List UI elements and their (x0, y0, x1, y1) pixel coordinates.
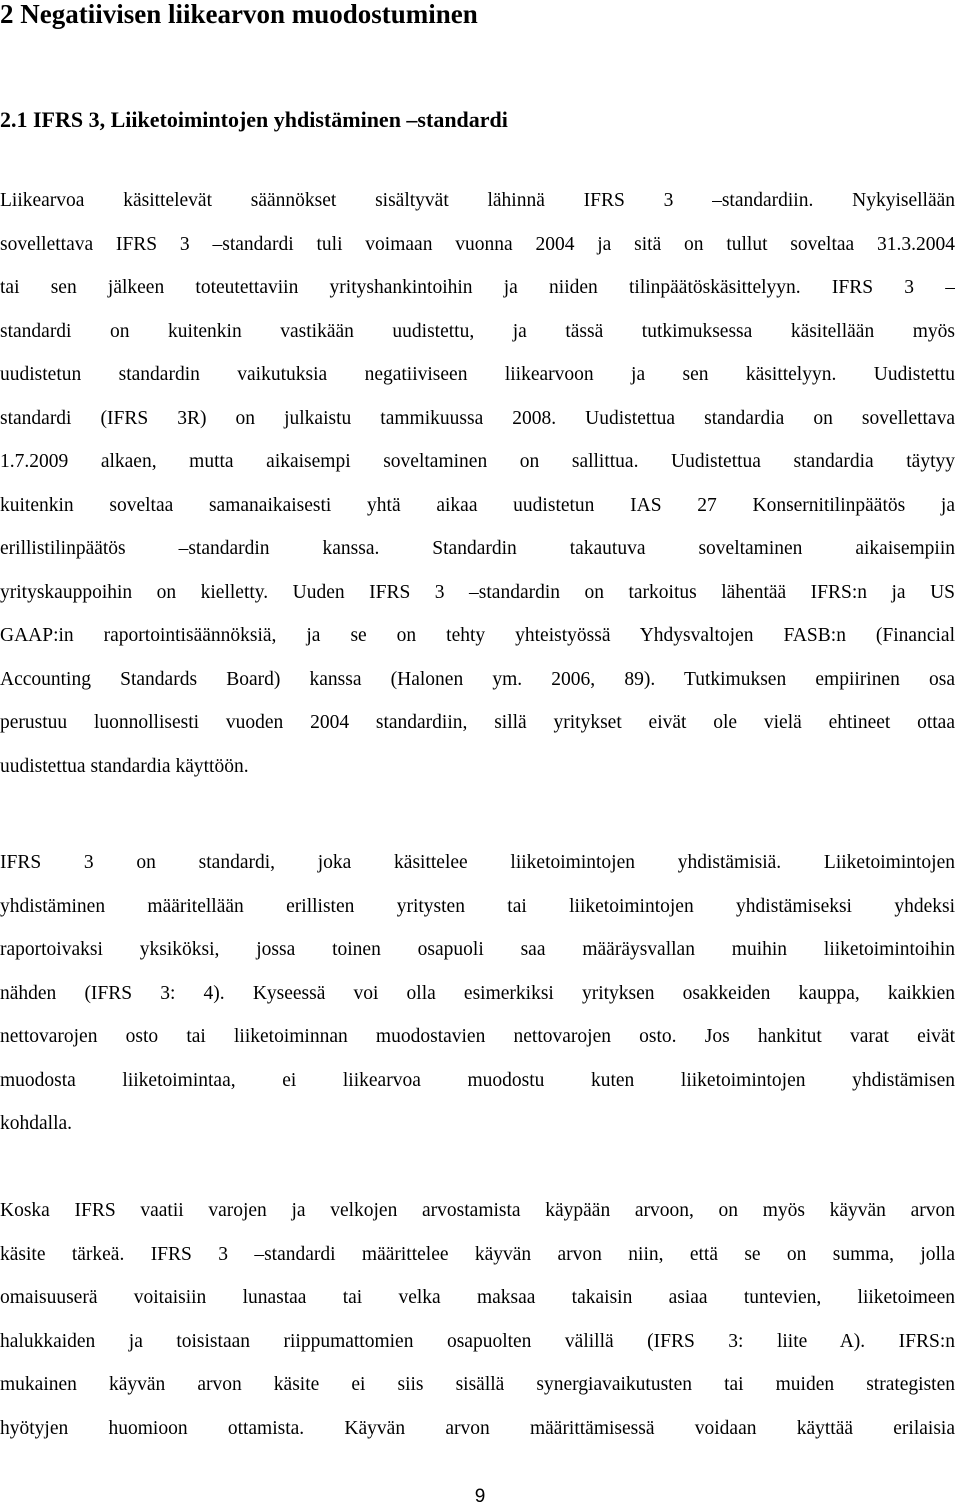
text-line: perustuu luonnollisesti vuoden 2004 standardiin, sillä yritykset eivät ole vielä ehtineet ottaa (0, 712, 955, 733)
text-line: nähden (IFRS 3: 4). Kyseessä voi olla esimerkiksi yrityksen osakkeiden kauppa, kaikkien (0, 982, 955, 1004)
paragraph-3 (0, 1189, 955, 1450)
text-line: nettovarojen osto tai liiketoiminnan muodostavien nettovarojen osto. Jos hankitut varat eivät (0, 1026, 955, 1047)
paragraph-1 (0, 179, 955, 788)
text-line: kuitenkin soveltaa samanaikaisesti yhtä aikaa uudistetun IAS 27 Konsernitilinpäätös ja (0, 494, 955, 516)
text-line: muodosta liiketoimintaa, ei liikearvoa muodostu kuten liiketoimintojen yhdistämisen (0, 1069, 955, 1091)
text-line: omaisuuserä voitaisiin lunastaa tai velka maksaa takaisin asiaa tuntevien, liiketoimeen (0, 1287, 955, 1308)
text-line: Liikearvoa käsittelevät säännökset sisältyvät lähinnä IFRS 3 –standardiin. Nykyisellään (0, 190, 955, 211)
text-line: raportoivaksi yksiköksi, jossa toinen osapuoli saa määräysvallan muihin liiketoimintoihin (0, 939, 955, 960)
paragraph-2 (0, 841, 955, 1146)
text-line: yhdistäminen määritellään erillisten yritysten tai liiketoimintojen yhdistämiseksi yhdeksi (0, 895, 955, 917)
text-line: tai sen jälkeen toteutettaviin yrityshankintoihin ja niiden tilinpäätöskäsittelyyn. IFRS 3 – (0, 277, 955, 298)
text-line: Accounting Standards Board) kanssa (Halonen ym. 2006, 89). Tutkimuksen empiirinen osa (0, 668, 955, 690)
text-line: GAAP:in raportointisäännöksiä, ja se on tehty yhteistyössä Yhdysvaltojen FASB:n (Financial (0, 625, 955, 646)
text-line: standardi on kuitenkin vastikään uudistettu, ja tässä tutkimuksessa käsitellään myös (0, 320, 955, 342)
page-number: 9 (474, 1486, 486, 1507)
text-line: kohdalla. (0, 1113, 73, 1134)
text-line: yrityskauppoihin on kielletty. Uuden IFRS 3 –standardin on tarkoitus lähentää IFRS:n ja US (0, 581, 955, 603)
section-heading: 2.1 IFRS 3, Liiketoimintojen yhdistäminen –standardi (0, 107, 508, 132)
text-line: käsite tärkeä. IFRS 3 –standardi määrittelee käyvän arvon niin, että se on summa, jolla (0, 1243, 955, 1265)
text-line: standardi (IFRS 3R) on julkaistu tammikuussa 2008. Uudistettua standardia on sovellettava (0, 407, 955, 429)
text-line: erillistilinpäätös –standardin kanssa. Standardin takautuva soveltaminen aikaisempiin (0, 538, 955, 559)
chapter-heading: 2 Negatiivisen liikearvon muodostuminen (0, 0, 478, 29)
text-line: uudistetun standardin vaikutuksia negatiiviseen liikearvoon ja sen käsittelyyn. Uudistettu (0, 364, 955, 385)
text-line: hyötyjen huomioon ottamista. Käyvän arvon määrittämisessä voidaan käyttää erilaisia (0, 1417, 955, 1439)
text-line: 1.7.2009 alkaen, mutta aikaisempi soveltaminen on sallittua. Uudistettua standardia täytyy (0, 451, 955, 472)
text-line: mukainen käyvän arvon käsite ei siis sisällä synergiavaikutusten tai muiden strategisten (0, 1374, 955, 1395)
text-line: Koska IFRS vaatii varojen ja velkojen arvostamista käypään arvoon, on myös käyvän arvon (0, 1200, 955, 1221)
text-line: uudistettua standardia käyttöön. (0, 755, 249, 777)
text-line: halukkaiden ja toisistaan riippumattomien osapuolten välillä (IFRS 3: liite A). IFRS:n (0, 1330, 955, 1352)
text-line: sovellettava IFRS 3 –standardi tuli voimaan vuonna 2004 ja sitä on tullut soveltaa 31.3.2004 (0, 233, 955, 255)
text-line: IFRS 3 on standardi, joka käsittelee liiketoimintojen yhdistämisiä. Liiketoimintojen (0, 852, 955, 873)
